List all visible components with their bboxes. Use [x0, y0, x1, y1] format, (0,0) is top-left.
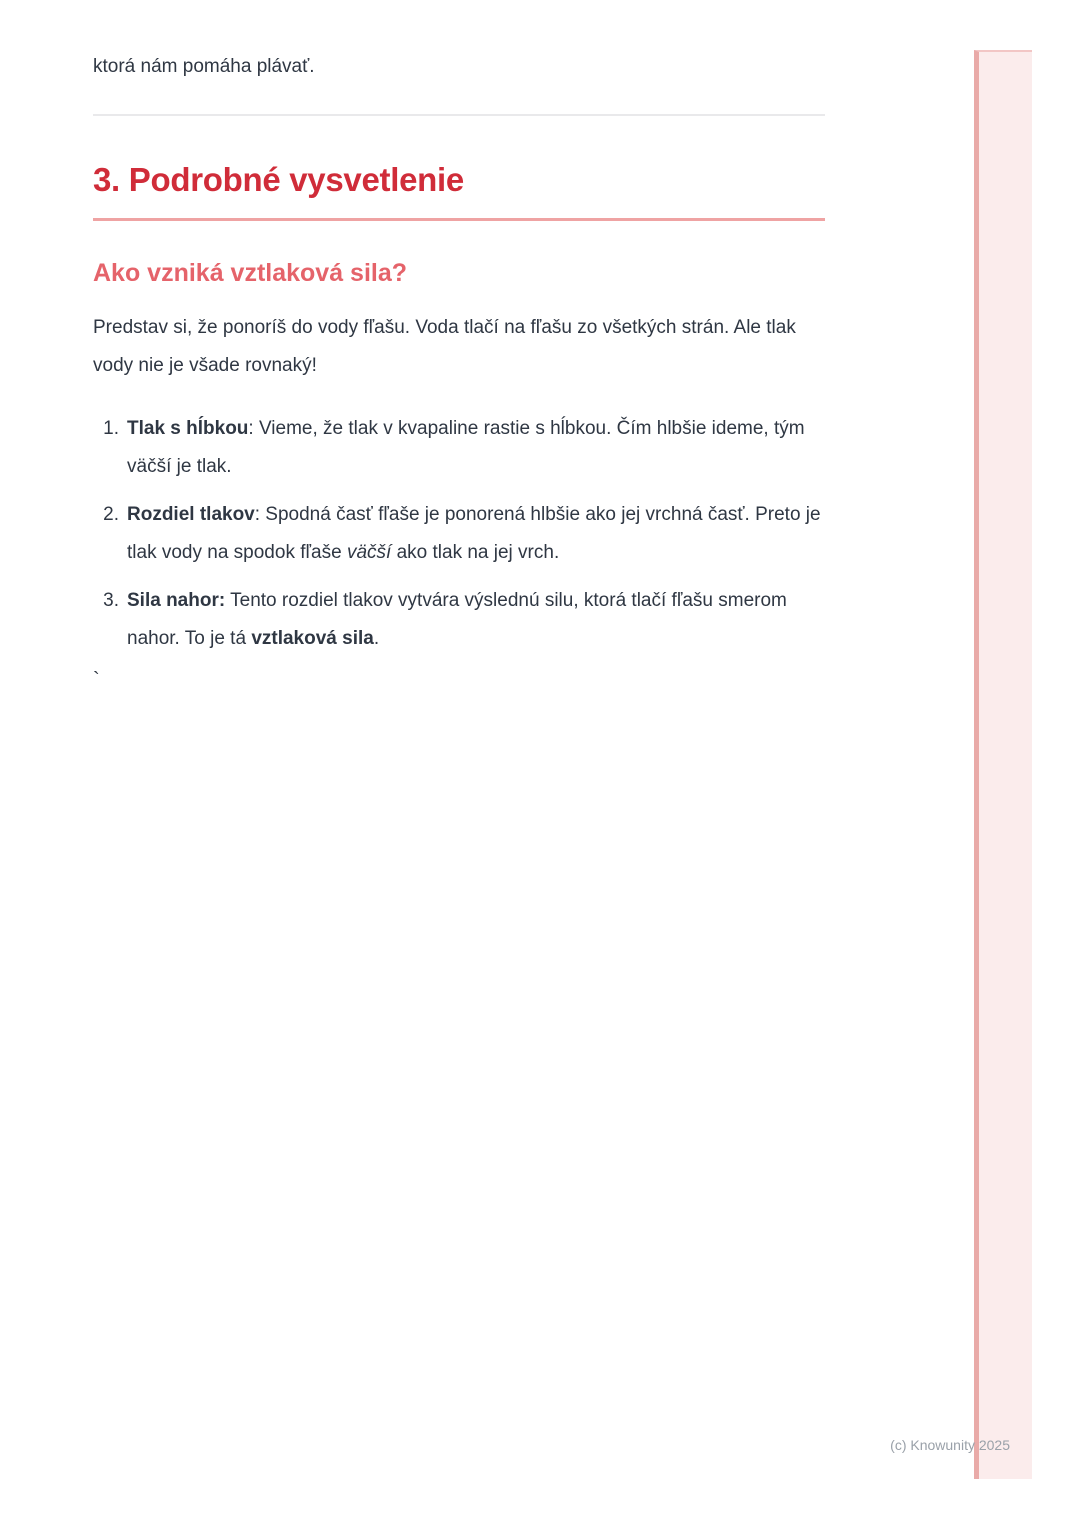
- list-item-body: : Spodná časť fľaše je ponorená hlbšie ako jej vrchná časť. Preto je tlak vody na spodok fľaše: [127, 504, 821, 563]
- list-item-term: Tlak s hĺbkou: [127, 418, 249, 439]
- list-item-body: : Vieme, že tlak v kvapaline rastie s hĺbkou. Čím hlbšie ideme, tým väčší je tlak.: [127, 418, 805, 477]
- list-item: [93, 582, 825, 658]
- stray-backtick: `: [93, 669, 100, 691]
- list-item: [93, 496, 825, 572]
- intro-tail-paragraph: ktorá nám pomáha plávať.: [93, 56, 315, 77]
- list-item-number: 2.: [103, 504, 119, 525]
- subsection-heading: Ako vzniká vztlaková sila?: [93, 259, 408, 287]
- document-content: [93, 0, 825, 692]
- list-item: [93, 410, 825, 486]
- list-item-number: 3.: [103, 590, 119, 611]
- list-item-emphasis: väčší: [346, 542, 392, 563]
- list-item-body: .: [373, 628, 380, 649]
- list-item-keyword: vztlaková sila: [251, 628, 374, 649]
- section-heading: 3. Podrobné vysvetlenie: [93, 160, 825, 221]
- copyright-footer: (c) Knowunity 2025: [890, 1437, 1010, 1453]
- list-item-text: [127, 410, 825, 486]
- section-divider: [93, 114, 825, 116]
- list-item-text: [127, 582, 825, 658]
- list-item-term: Rozdiel tlakov: [127, 504, 255, 525]
- list-item-term: Sila nahor:: [127, 590, 226, 611]
- body-paragraph: Predstav si, že ponoríš do vody fľašu. Voda tlačí na fľašu zo všetkých strán. Ale tlak vody nie je všade rovnaký!: [93, 317, 796, 376]
- list-item-number: 1.: [103, 418, 119, 439]
- list-item-text: [127, 496, 825, 572]
- numbered-list: [93, 410, 825, 658]
- list-item-body: ako tlak na jej vrch.: [391, 542, 560, 563]
- list-item-body: Tento rozdiel tlakov vytvára výslednú silu, ktorá tlačí fľašu smerom nahor. To je tá: [127, 590, 787, 649]
- decorative-side-stripe: [974, 50, 1032, 1479]
